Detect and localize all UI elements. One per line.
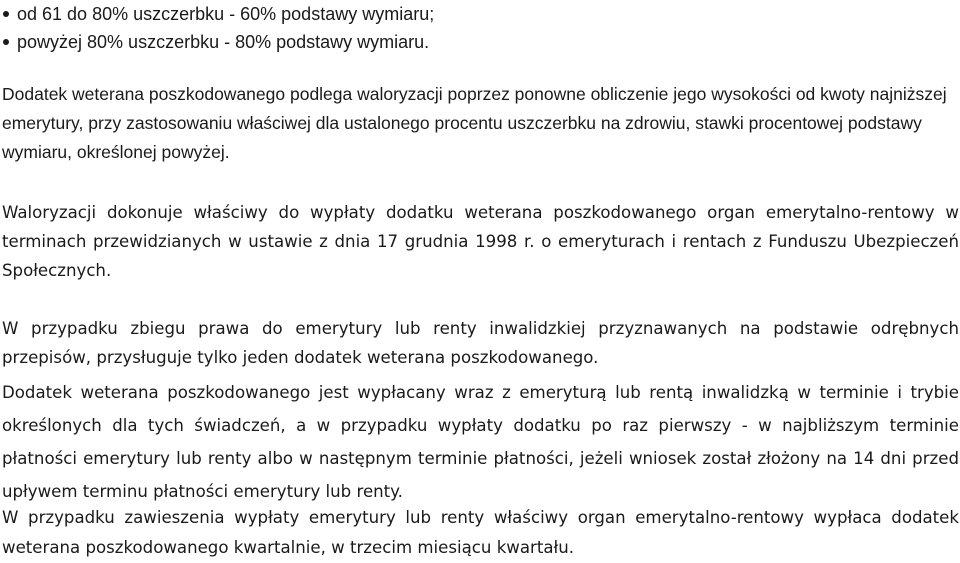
paragraph-benefit-concurrence: W przypadku zbiegu prawa do emerytury lub renty inwalidzkiej przyznawanych na podstawie odrębnych przepisów, przysługuje tylko jeden dodatek weterana poszkodowanego. — [2, 319, 959, 367]
paragraph-valorization-authority: Waloryzacji dokonuje właściwy do wypłaty dodatku weterana poszkodowanego organ emerytalno-rentowy w terminach przewidzianych w ustawie z dnia 17 grudnia 1998 r. o emeryturach i rentach z Funduszu Ubezpieczeń Społecznych. — [2, 203, 959, 280]
list-item — [0, 28, 960, 56]
bullet-list — [0, 0, 960, 56]
paragraph-payment-terms: Dodatek weterana poszkodowanego jest wypłacany wraz z emeryturą lub rentą inwalidzką w terminie i trybie określonych dla tych świadczeń, a w przypadku wypłaty dodatku po raz pierwszy - w najbliższym terminie płatności emerytury lub renty albo w następnym terminie płatności, jeżeli wniosek został złożony na 14 dni przed upływem terminu płatności emerytury lub renty. — [2, 383, 959, 501]
paragraph-valorization: Dodatek weterana poszkodowanego podlega waloryzacji poprzez ponowne obliczenie jego wysokości od kwoty najniższej emerytury, przy zastosowaniu właściwej dla ustalonego procentu uszczerbku na zdrowiu, stawki procentowej podstawy wymiaru, określonej powyżej. — [2, 84, 947, 162]
list-item-text: powyżej 80% uszczerbku - 80% podstawy wymiaru. — [17, 32, 430, 52]
paragraph-suspension: W przypadku zawieszenia wypłaty emerytury lub renty właściwy organ emerytalno-rentowy wypłaca dodatek weterana poszkodowanego kwartalnie, w trzecim miesiącu kwartału. — [2, 508, 959, 557]
bullet-icon — [3, 39, 9, 45]
list-item — [0, 0, 960, 28]
bullet-icon — [3, 11, 9, 17]
list-item-text: od 61 do 80% uszczerbku - 60% podstawy wymiaru; — [17, 4, 435, 24]
